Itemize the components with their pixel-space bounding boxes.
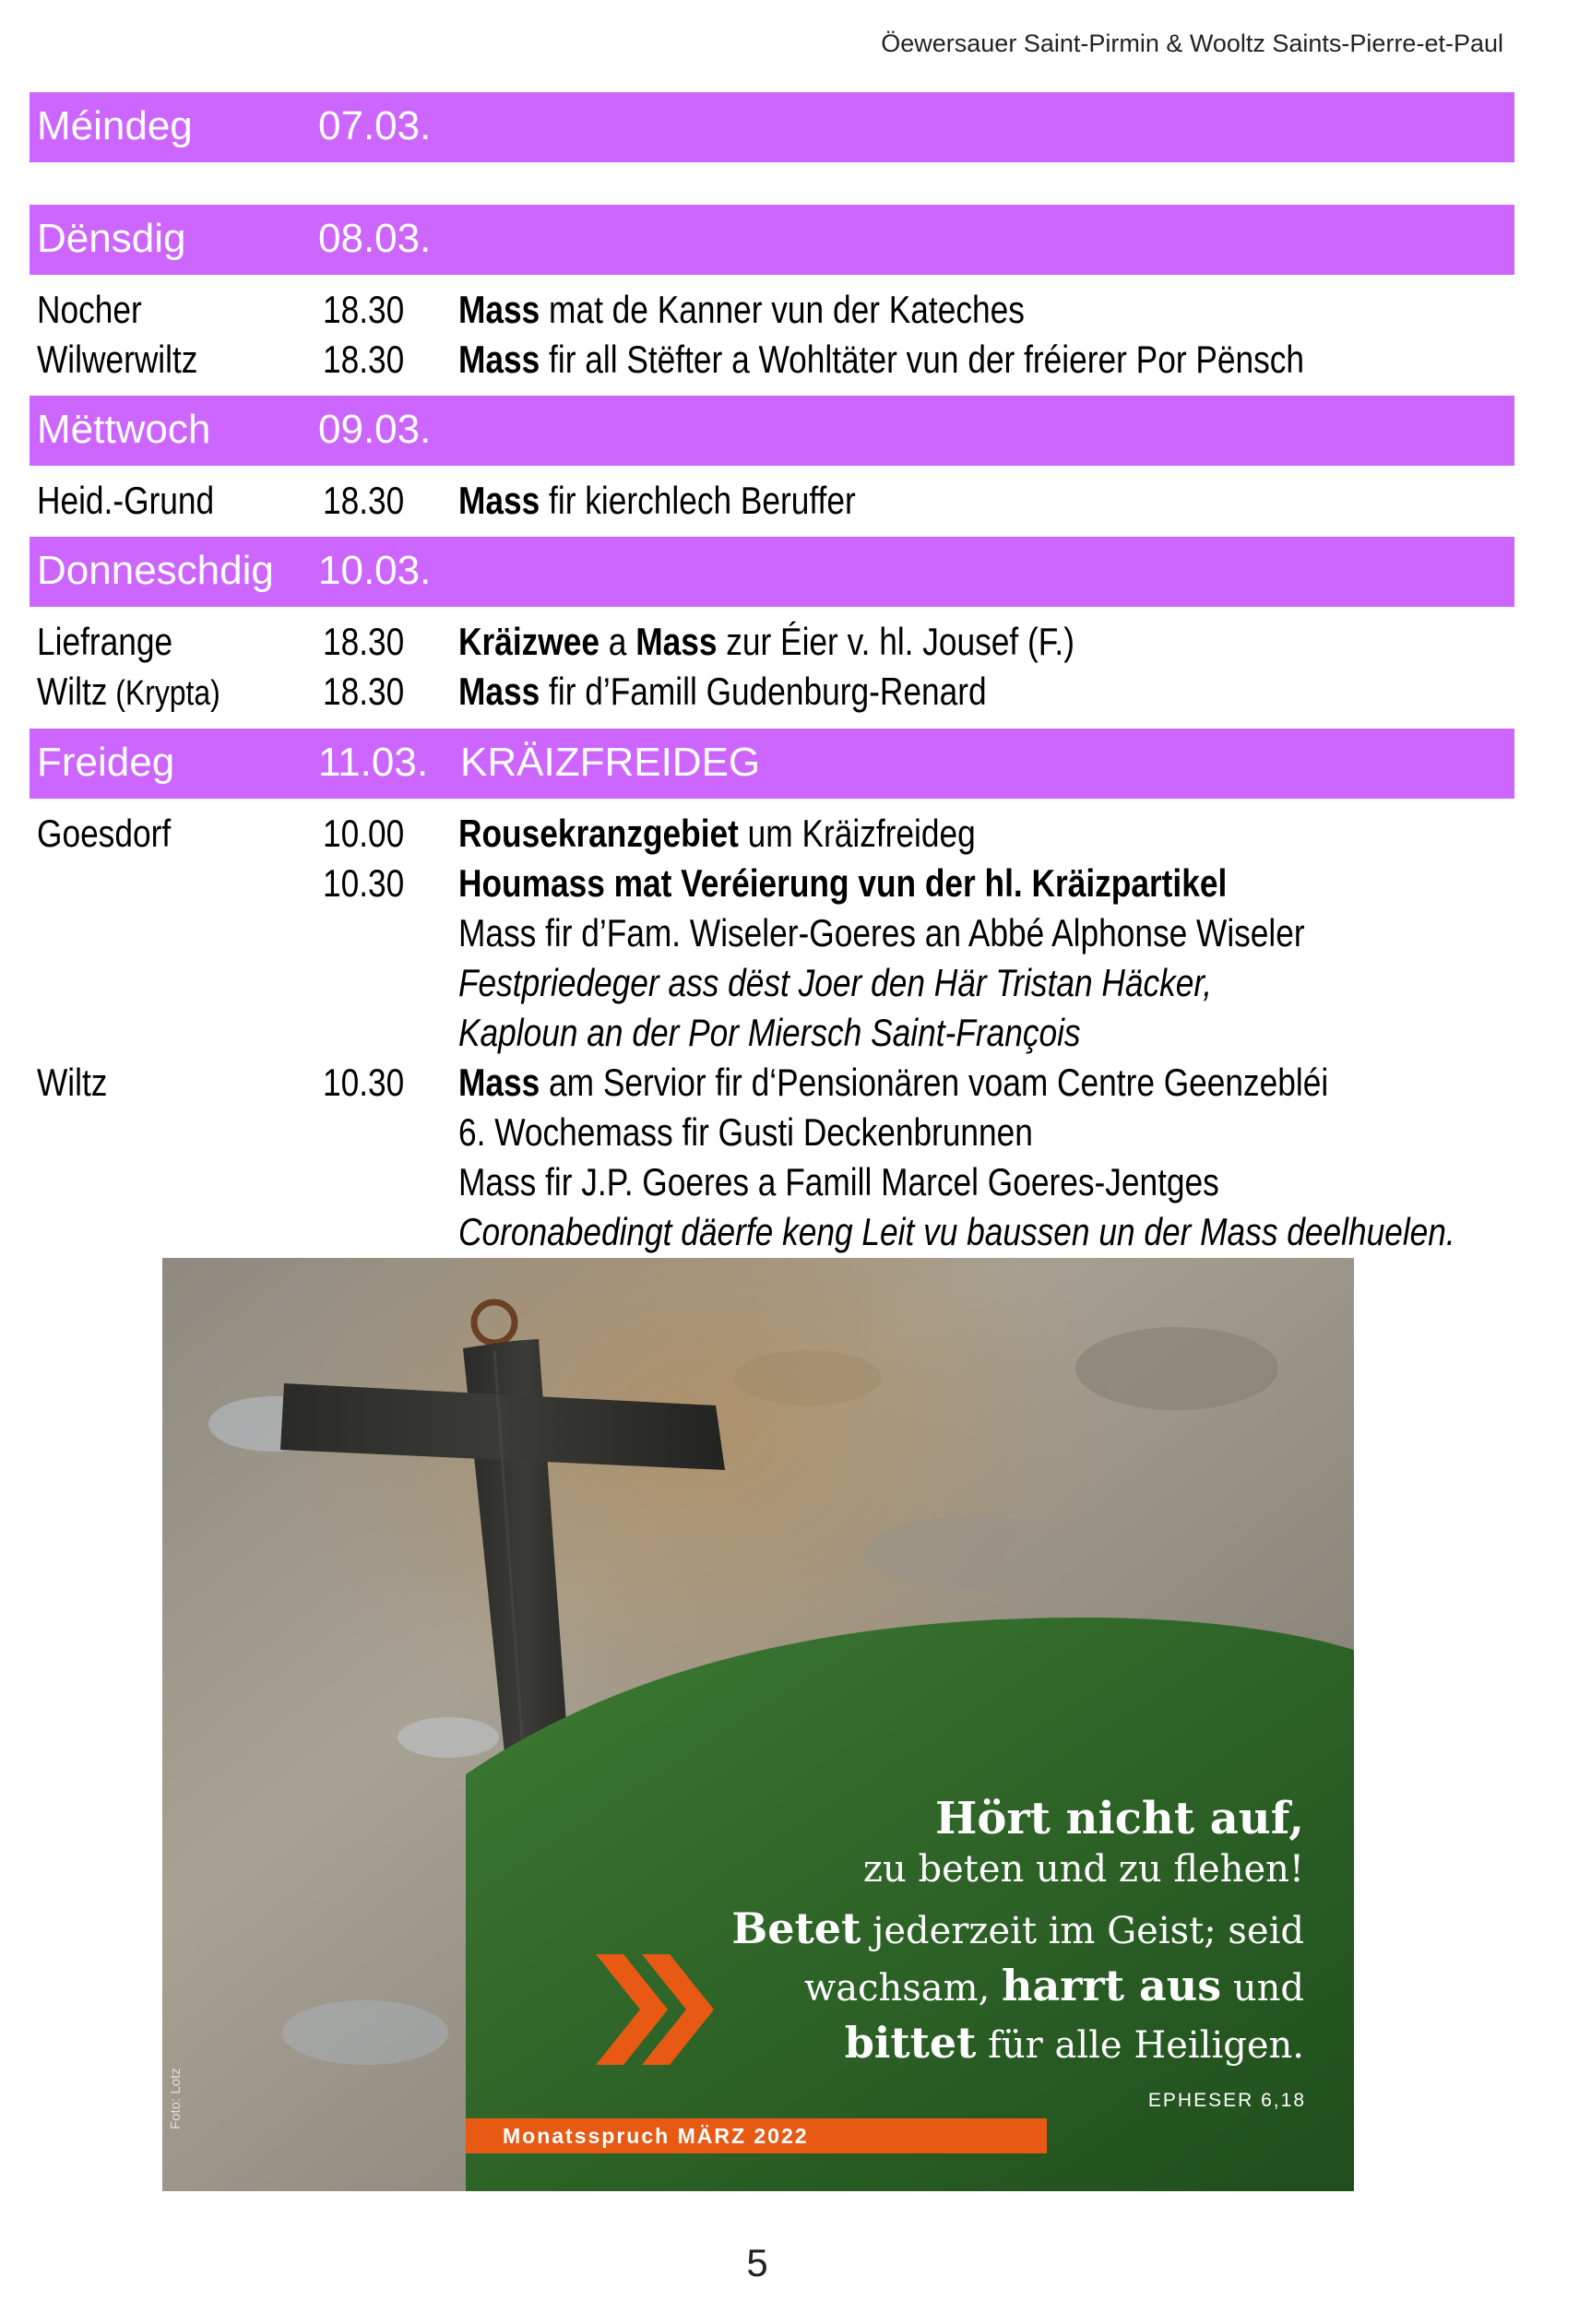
day-date: 09.03. xyxy=(318,407,432,452)
place: Nocher xyxy=(37,288,142,331)
schedule-row xyxy=(30,1207,1514,1257)
place: Goesdorf xyxy=(37,812,172,855)
verse-line: Betet jederzeit im Geist; seid xyxy=(731,1903,1304,1953)
time: 10.00 xyxy=(323,812,405,855)
description: Houmass mat Veréierung vun der hl. Kräizpartikel xyxy=(458,861,1228,905)
time: 18.30 xyxy=(323,338,405,381)
verse-line: wachsam, harrt aus und xyxy=(804,1961,1304,2010)
day-date: 07.03. xyxy=(318,103,432,148)
schedule-row xyxy=(30,617,1514,667)
place: Wiltz (Krypta) xyxy=(37,670,220,713)
day-date: 11.03. xyxy=(318,740,429,785)
day-band-tuesday xyxy=(30,205,1514,275)
time: 10.30 xyxy=(323,1061,405,1104)
description: Mass mat de Kanner vun der Kateches xyxy=(458,288,1025,331)
description: Mass fir kierchlech Beruffer xyxy=(458,479,856,522)
verse-reference: EPHESER 6,18 xyxy=(1147,2090,1306,2111)
place: Wilwerwiltz xyxy=(37,338,198,381)
description: Mass fir J.P. Goeres a Famill Marcel Goeres-Jentges xyxy=(458,1160,1219,1204)
day-name: Freideg xyxy=(37,740,175,785)
motto-label: Monatsspruch MÄRZ 2022 xyxy=(466,2118,1047,2153)
place: Wiltz xyxy=(37,1061,108,1104)
time: 18.30 xyxy=(323,288,405,331)
day-band-friday xyxy=(30,729,1514,799)
schedule-row xyxy=(30,859,1514,908)
schedule-row xyxy=(30,908,1514,958)
schedule-row xyxy=(30,285,1514,335)
feast-name: KRÄIZFREIDEG xyxy=(460,740,761,785)
verse-line: bittet für alle Heiligen. xyxy=(844,2018,1304,2068)
verse-line: Hört nicht auf, xyxy=(935,1793,1304,1844)
photo-credit: Foto: Lotz xyxy=(168,2068,184,2129)
description: Kaploun an der Por Miersch Saint-François xyxy=(458,1011,1081,1054)
description: Mass am Servior fir d‘Pensionären voam Centre Geenzebléi xyxy=(458,1061,1329,1104)
description: Coronabedingt däerfe keng Leit vu baussen un der Mass deelhuelen. xyxy=(458,1210,1455,1253)
day-name: Mëttwoch xyxy=(37,407,211,452)
day-name: Méindeg xyxy=(37,103,193,148)
day-band-wednesday xyxy=(30,396,1514,466)
time: 18.30 xyxy=(323,620,405,663)
schedule-row xyxy=(30,809,1514,859)
description: Mass fir d’Famill Gudenburg-Renard xyxy=(458,670,987,713)
page-number: 5 xyxy=(746,2241,768,2284)
description: Rousekranzgebiet um Kräizfreideg xyxy=(458,812,976,855)
description: Festpriedeger ass dëst Joer den Här Tristan Häcker, xyxy=(458,961,1213,1004)
day-name: Dënsdig xyxy=(37,216,186,261)
time: 18.30 xyxy=(323,670,405,713)
description: Kräizwee a Mass zur Éier v. hl. Jousef (F.) xyxy=(458,620,1074,663)
page-header: Öewersauer Saint-Pirmin & Wooltz Saints-Pierre-et-Paul xyxy=(881,30,1503,57)
day-band-thursday xyxy=(30,537,1514,607)
place: Liefrange xyxy=(37,620,173,663)
place: Heid.-Grund xyxy=(37,479,215,522)
description: Mass fir d’Fam. Wiseler-Goeres an Abbé Alphonse Wiseler xyxy=(458,911,1305,954)
day-date: 10.03. xyxy=(318,548,432,593)
day-band-monday xyxy=(30,92,1514,162)
schedule-row xyxy=(30,958,1514,1008)
schedule-row xyxy=(30,335,1514,385)
description: 6. Wochemass fir Gusti Deckenbrunnen xyxy=(458,1110,1033,1154)
schedule-row xyxy=(30,1058,1514,1108)
schedule-row xyxy=(30,476,1514,526)
time: 18.30 xyxy=(323,479,405,522)
description: Mass fir all Stëfter a Wohltäter vun der fréierer Por Pënsch xyxy=(458,338,1305,381)
monthly-verse-poster xyxy=(162,1258,1354,2191)
schedule-row xyxy=(30,1008,1514,1058)
schedule-row xyxy=(30,667,1514,717)
schedule-row xyxy=(30,1108,1514,1157)
verse-line: zu beten und zu flehen! xyxy=(862,1848,1304,1891)
day-name: Donneschdig xyxy=(37,548,274,593)
schedule-row xyxy=(30,1157,1514,1207)
time: 10.30 xyxy=(323,861,405,905)
day-date: 08.03. xyxy=(318,216,432,261)
